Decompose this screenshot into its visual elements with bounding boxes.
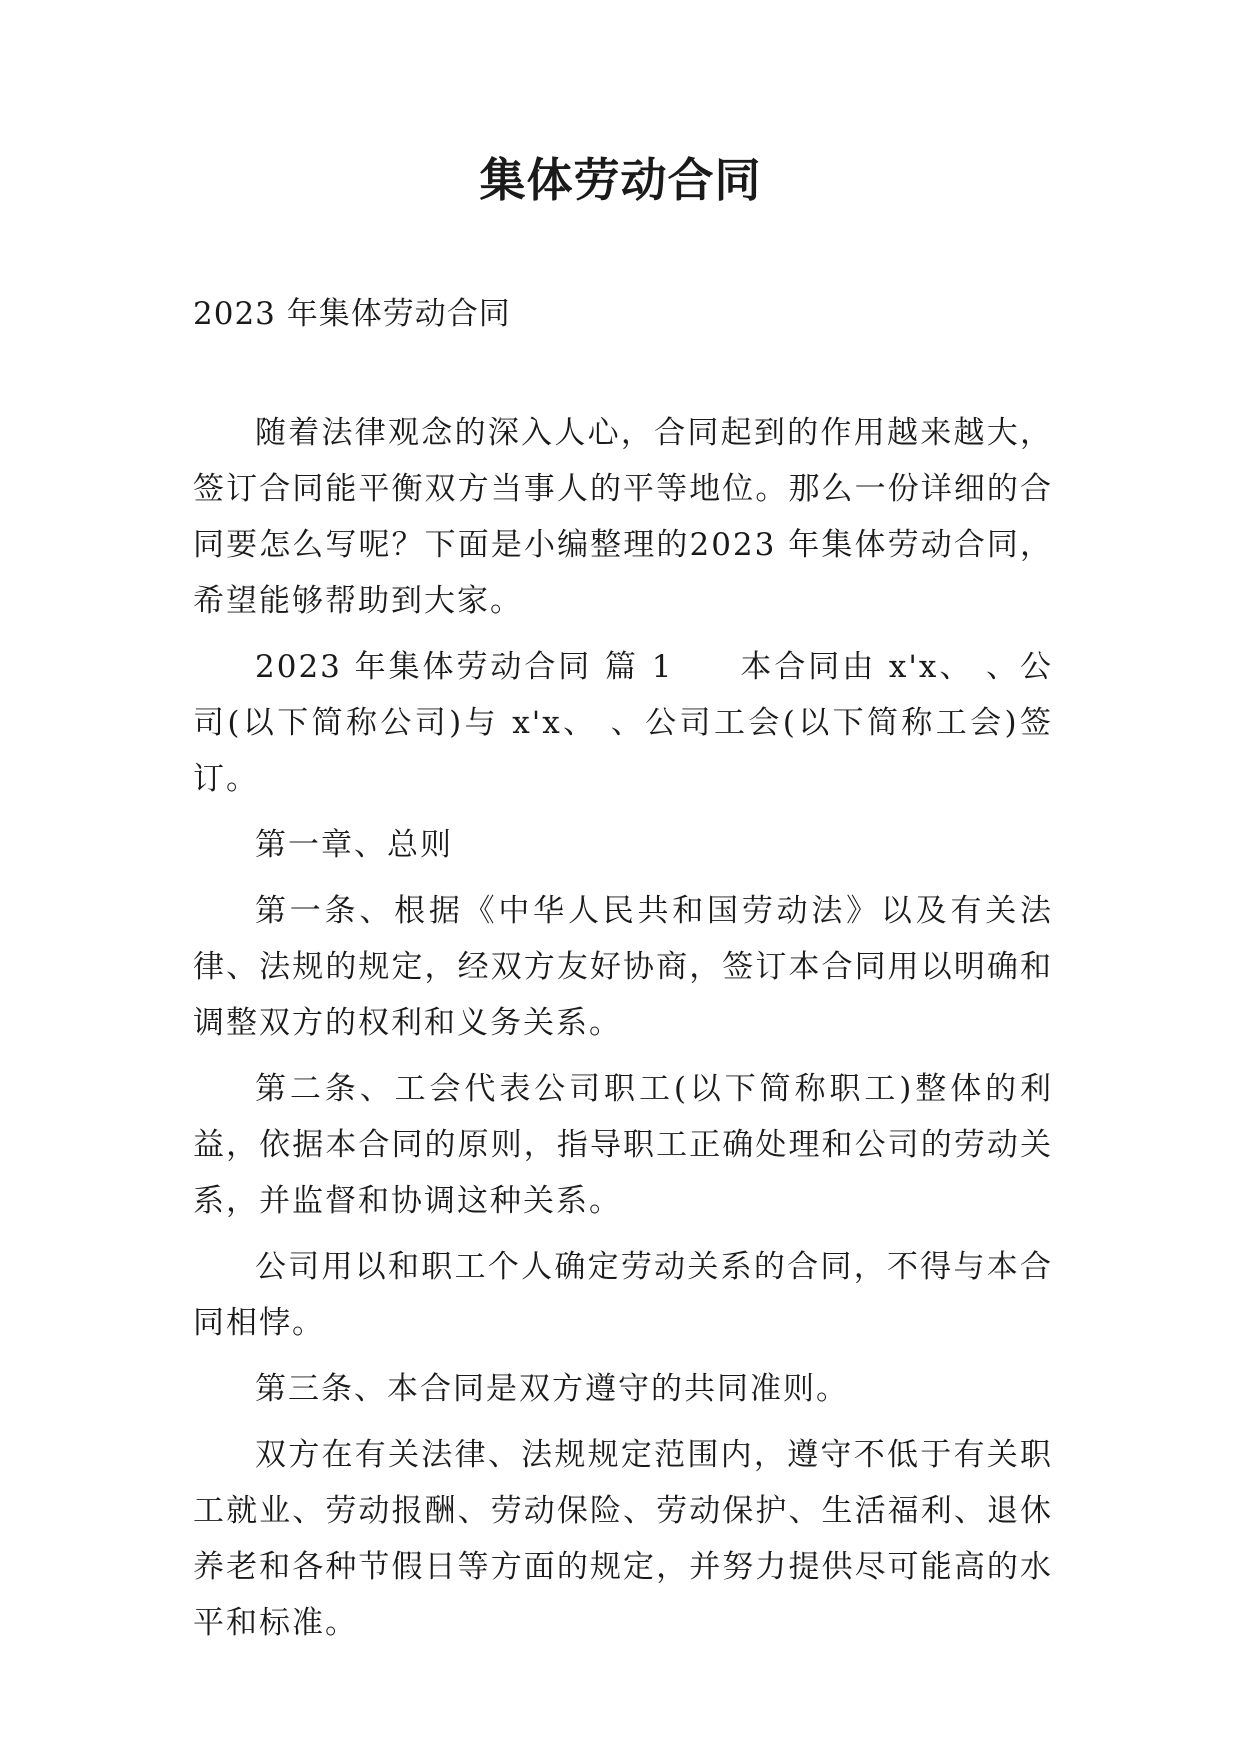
article-2-note-paragraph: 公司用以和职工个人确定劳动关系的合同，不得与本合同相悖。 [193, 1249, 1053, 1341]
document-subtitle: 2023 年集体劳动合同 [193, 296, 511, 332]
section-paragraph [193, 639, 1053, 807]
document-title: 集体劳动合同 [479, 153, 762, 207]
article-2-paragraph: 第二条、工会代表公司职工(以下简称职工)整体的利益，依据本合同的原则，指导职工正确处理和公司的劳动关系，并监督和协调这种关系。 [193, 1071, 1053, 1219]
document-body [193, 405, 1053, 1661]
chapter-heading: 第一章、总则 [255, 827, 453, 863]
section-intro: 本合同由 x'x、 、公司(以下简称公司)与 x'x、 、公司工会(以下简称工会)签订。 [193, 649, 1053, 797]
article-1-paragraph: 第一条、根据《中华人民共和国劳动法》以及有关法律、法规的规定，经双方友好协商，签订本合同用以明确和调整双方的权利和义务关系。 [193, 893, 1053, 1041]
article-3-detail-paragraph: 双方在有关法律、法规规定范围内，遵守不低于有关职工就业、劳动报酬、劳动保险、劳动保护、生活福利、退休养老和各种节假日等方面的规定，并努力提供尽可能高的水平和标准。 [193, 1437, 1053, 1641]
section-heading: 2023 年集体劳动合同 篇 1 [255, 649, 674, 685]
intro-paragraph: 随着法律观念的深入人心，合同起到的作用越来越大，签订合同能平衡双方当事人的平等地位。那么一份详细的合同要怎么写呢？下面是小编整理的2023 年集体劳动合同，希望能够帮助到大家。 [193, 415, 1053, 619]
article-3-paragraph: 第三条、本合同是双方遵守的共同准则。 [255, 1371, 849, 1407]
